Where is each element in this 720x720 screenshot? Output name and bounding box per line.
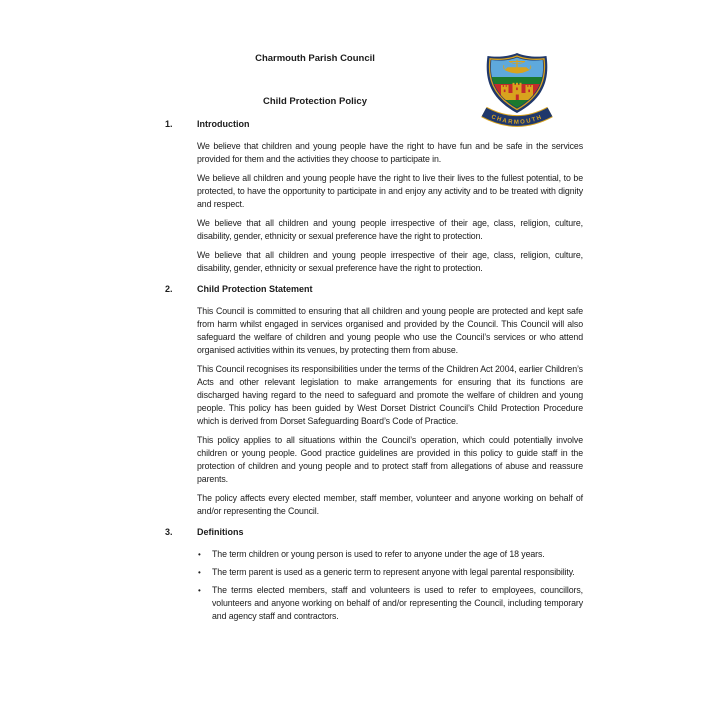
crest-banner-text: CHARMOUTH	[490, 114, 544, 126]
section-number: 1.	[165, 119, 173, 129]
paragraph: We believe that all children and young people irrespective of their age, class, religion, culture, disability, gender, ethnicity or sexual preference have the right to protection.	[197, 218, 583, 241]
section-heading: Child Protection Statement	[197, 284, 313, 294]
bullet-text: The term children or young person is used to refer to anyone under the age of 18 years.	[212, 549, 545, 559]
section-number: 2.	[165, 284, 173, 294]
paragraph: This Council is committed to ensuring that all children and young people are protected and kept safe from harm whilst engaged in services organised and provided by the Council. This Council will also safeguard the welfare of children and young people who use the Council’s services or who attend organised activities within its venues, by protecting them from abuse.	[197, 306, 583, 355]
document-title: Child Protection Policy	[263, 96, 367, 107]
crest-banner	[484, 112, 550, 126]
bullet-item	[197, 584, 583, 623]
charmouth-crest-logo	[476, 51, 558, 128]
bullet-item	[197, 566, 583, 579]
bullet-text: The term parent is used as a generic term to represent anyone with legal parental responsibility.	[212, 567, 575, 577]
bullet-item	[197, 548, 583, 561]
section-2-heading-row	[165, 283, 586, 296]
paragraph: The policy affects every elected member, staff member, volunteer and anyone working on behalf of and/or representing the Council.	[197, 493, 583, 516]
organisation-title: Charmouth Parish Council	[255, 53, 375, 64]
section-heading: Definitions	[197, 527, 244, 537]
section-heading: Introduction	[197, 119, 250, 129]
section-number: 3.	[165, 527, 173, 537]
crest-shield-icon	[476, 51, 558, 128]
bullet-marker: •	[198, 568, 201, 577]
bullet-marker: •	[198, 550, 201, 559]
paragraph: We believe that children and young people have the right to have fun and be safe in the services provided for them and the activities they choose to participate in.	[197, 141, 583, 164]
paragraph: This Council recognises its responsibilities under the terms of the Children Act 2004, earlier Children’s Acts and other relevant legislation to make arrangements for ensuring that its functions are discharged having regard to the need to safeguard and promote the welfare of children and young people. This policy has been guided by West Dorset District Council’s Child Protection Procedure which is derived from Dorset Safeguarding Board’s Code of Practice.	[197, 364, 583, 426]
bullet-marker: •	[198, 586, 201, 595]
bullet-text: The terms elected members, staff and volunteers is used to refer to employees, councillors, volunteers and anyone working on behalf of and/or representing the Council, including temporary and agency staff and contractors.	[212, 585, 583, 621]
paragraph: We believe all children and young people have the right to live their lives to the fullest potential, to be protected, to have the opportunity to participate in and enjoy any activity and to be treated with dignity and respect.	[197, 173, 583, 209]
paragraph: This policy applies to all situations within the Council’s operation, which could potentially involve children or young people. Good practice guidelines are provided in this policy to guide staff in the protection of children and young people and to protect staff from allegations of abuse and reassure parents.	[197, 435, 583, 484]
section-3-heading-row	[165, 526, 586, 539]
paragraph: We believe that all children and young people irrespective of their age, class, religion, culture, disability, gender, ethnicity or sexual preference have the right to protection.	[197, 250, 583, 273]
